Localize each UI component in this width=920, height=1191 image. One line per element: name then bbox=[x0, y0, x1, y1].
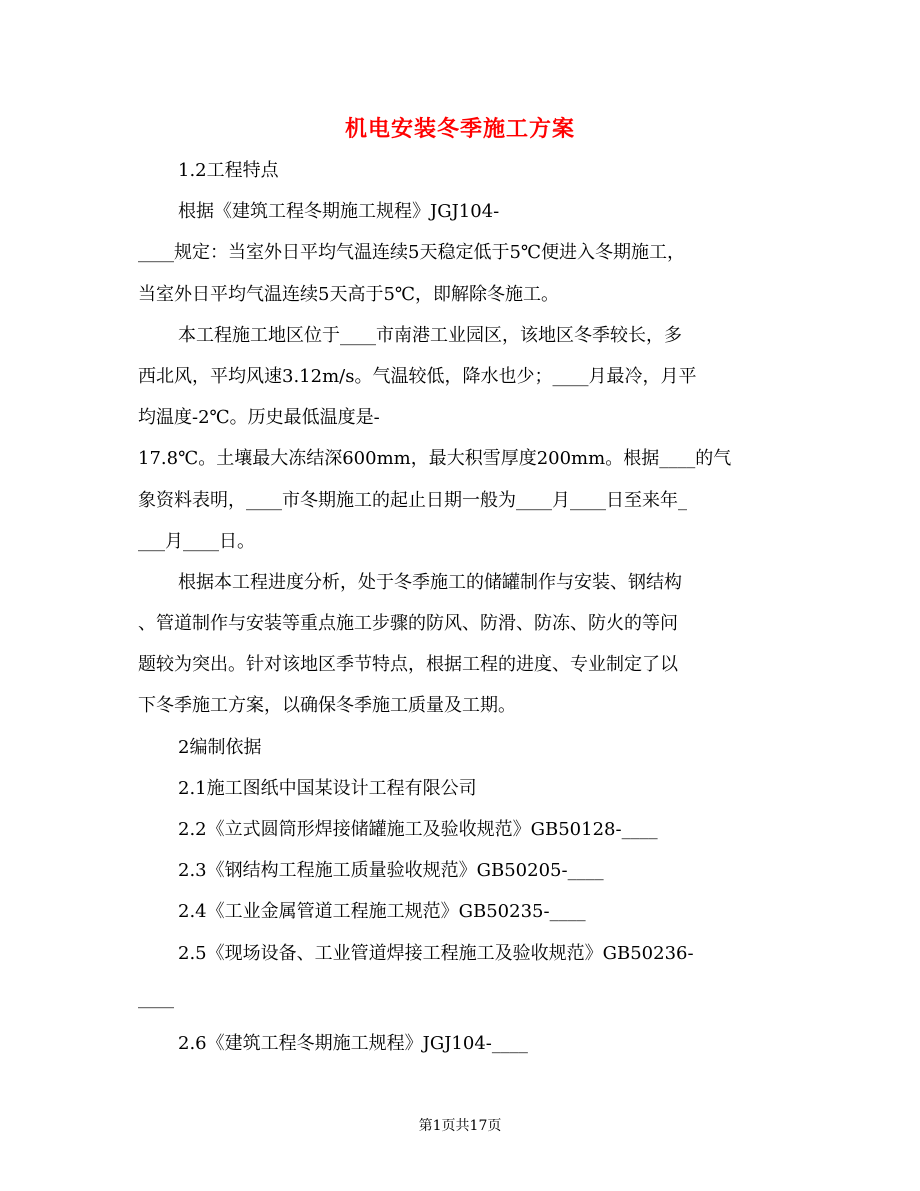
page-footer: 第1页共17页 bbox=[418, 1118, 502, 1134]
text-line: 、管道制作与安装等重点施工步骤的防风、防滑、防冻、防火的等问 bbox=[138, 613, 678, 635]
document-title: 机电安装冬季施工方案 bbox=[344, 116, 575, 142]
text-line: 1.2工程特点 bbox=[178, 160, 279, 181]
text-line: 2.6《建筑工程冬期施工规程》JGJ104-____ bbox=[178, 1032, 528, 1054]
text-line: 题较为突出。针对该地区季节特点，根据工程的进度、专业制定了以 bbox=[138, 654, 678, 676]
text-line: 当室外日平均气温连续5天高于5℃，即解除冬施工。 bbox=[138, 283, 560, 305]
text-line: 根据本工程进度分析，处于冬季施工的储罐制作与安装、钢结构 bbox=[178, 571, 682, 593]
text-line: 2编制依据 bbox=[178, 736, 262, 758]
text-line: ____ bbox=[138, 987, 174, 1009]
text-line: ____规定：当室外日平均气温连续5天稳定低于5℃便进入冬期施工， bbox=[138, 242, 686, 264]
text-line: 西北风，平均风速3.12m/s。气温较低，降水也少；____月最冷，月平 bbox=[138, 365, 697, 387]
text-line: 本工程施工地区位于____市南港工业园区，该地区冬季较长，多 bbox=[178, 324, 682, 346]
text-line: 2.1施工图纸中国某设计工程有限公司 bbox=[178, 777, 477, 799]
text-line: 2.5《现场设备、工业管道焊接工程施工及验收规范》GB50236- bbox=[178, 942, 694, 964]
text-line: 象资料表明，____市冬期施工的起止日期一般为____月____日至来年_ bbox=[138, 489, 687, 511]
text-line: 2.2《立式圆筒形焊接储罐施工及验收规范》GB50128-____ bbox=[178, 819, 658, 840]
text-line: 2.3《钢结构工程施工质量验收规范》GB50205-____ bbox=[178, 860, 604, 882]
text-line: 2.4《工业金属管道工程施工规范》GB50235-____ bbox=[178, 901, 586, 923]
text-line: 17.8℃。土壤最大冻结深600mm，最大积雪厚度200mm。根据____的气 bbox=[138, 448, 732, 470]
text-line: 根据《建筑工程冬期施工规程》JGJ104- bbox=[178, 201, 500, 223]
text-line: 下冬季施工方案，以确保冬季施工质量及工期。 bbox=[138, 695, 516, 717]
text-line: 均温度-2℃。历史最低温度是- bbox=[138, 407, 380, 429]
text-line: ___月____日。 bbox=[138, 530, 255, 552]
document-body bbox=[138, 150, 788, 1064]
